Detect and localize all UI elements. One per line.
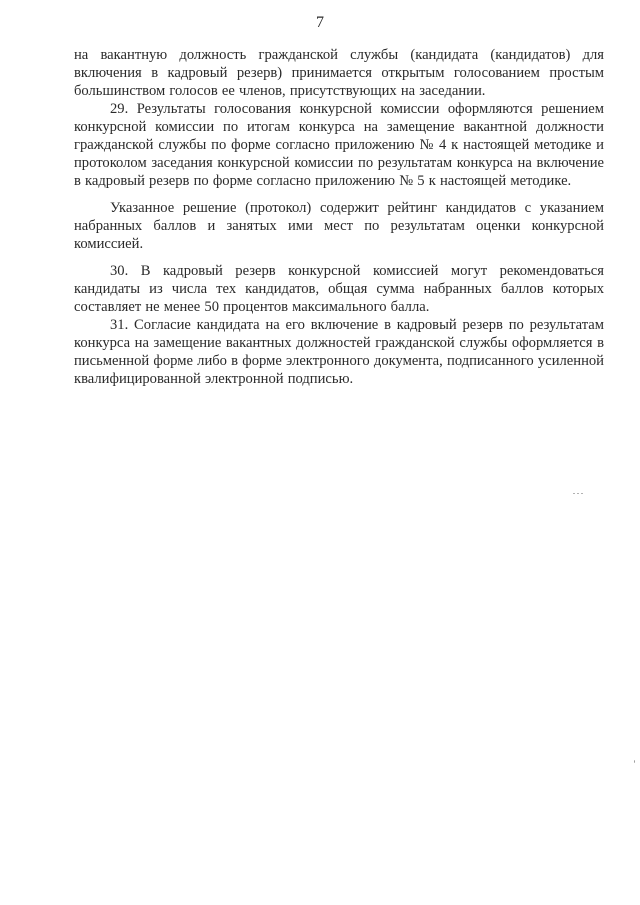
paragraph-item-30: 30. В кадровый резерв конкурсной комиссией могут рекомендоваться кандидаты из числа тех кандидатов, общая сумма набранных баллов которых составляет не менее 50 процентов максимального балла.	[74, 263, 604, 315]
paragraph-item-31: 31. Согласие кандидата на его включение в кадровый резерв по результатам конкурса на замещение вакантных должностей гражданской службы оформляется в письменной форме либо в форме электронного документа, подписанного усиленной квалифицированной электронной подписью.	[74, 317, 604, 387]
document-body	[74, 46, 604, 388]
scan-speck	[581, 493, 583, 494]
paragraph-continuation: на вакантную должность гражданской службы (кандидата (кандидатов) для включения в кадровый резерв) принимается открытым голосованием простым большинством голосов ее членов, присутствующих на заседании.	[74, 47, 604, 99]
scan-speck	[634, 760, 635, 763]
paragraph-decision-note: Указанное решение (протокол) содержит рейтинг кандидатов с указанием набранных баллов и занятых ими мест по результатам оценки конкурсной комиссией.	[74, 200, 604, 252]
scan-speck	[577, 493, 579, 494]
scan-speck	[573, 493, 575, 494]
page-number: 7	[316, 14, 324, 31]
paragraph-item-29: 29. Результаты голосования конкурсной комиссии оформляются решением конкурсной комиссии по итогам конкурса на замещение вакантной должности гражданской службы по форме согласно приложению № 4 к настоящей методике и протоколом заседания конкурсной комиссии по результатам конкурса на включение в кадровый резерв по форме согласно приложению № 5 к настоящей методике.	[74, 101, 604, 189]
